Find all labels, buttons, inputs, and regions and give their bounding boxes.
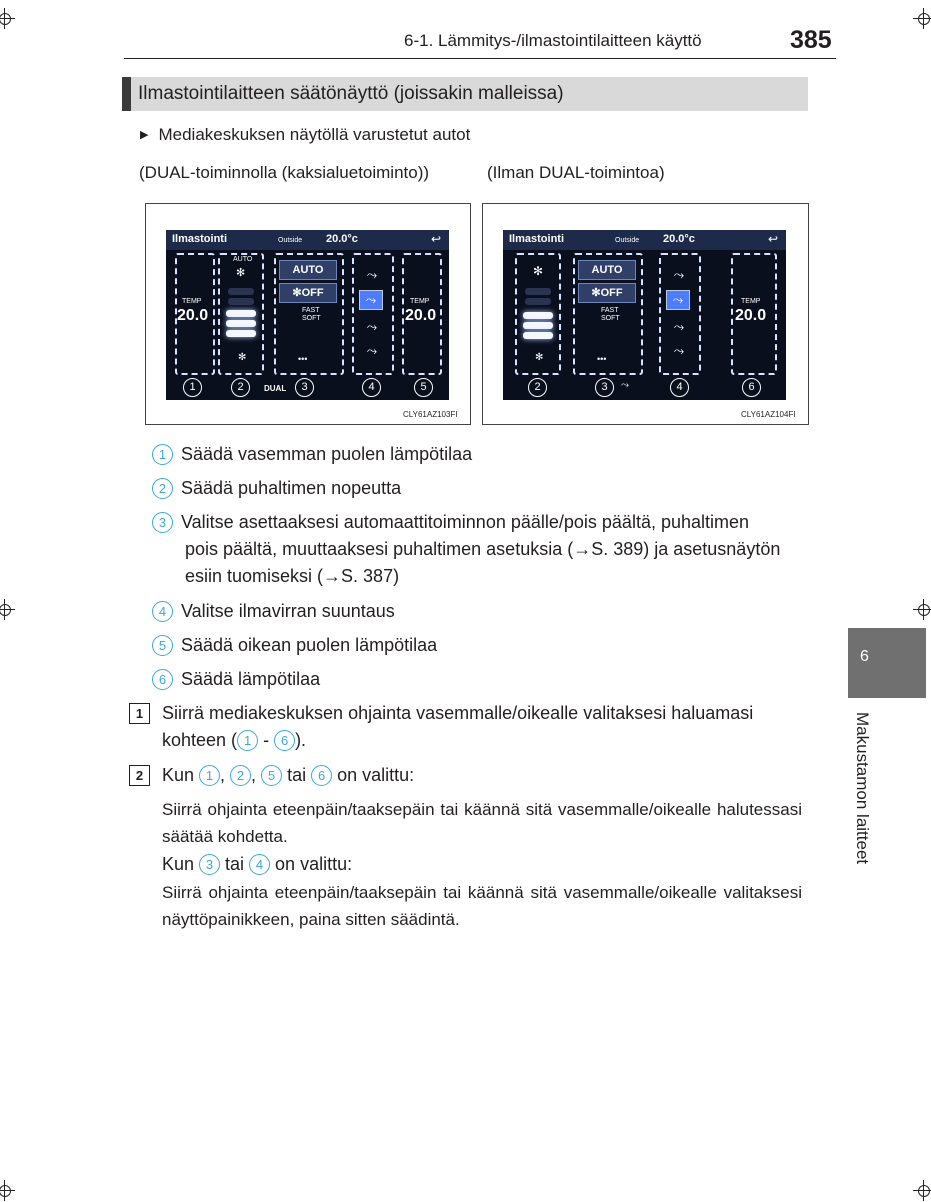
callout-5: 5	[414, 378, 433, 397]
bullet-item	[140, 125, 470, 145]
right-temp-value: 20.0	[405, 307, 437, 324]
fan-level-bar	[523, 332, 553, 339]
callout-4: 4	[362, 378, 381, 397]
circled-number: 2	[152, 478, 173, 499]
step-2-condition-2: Kun 3 tai 4 on valittu:	[162, 854, 353, 874]
temp-value: 20.0	[735, 307, 767, 324]
callout-1: 1	[183, 378, 202, 397]
circled-number: 2	[230, 765, 251, 786]
circled-number: 5	[152, 635, 173, 656]
callout-2: 2	[231, 378, 250, 397]
list-item-text: Säädä lämpötilaa	[181, 669, 321, 689]
fan-level-bar	[228, 298, 254, 305]
list-item	[152, 666, 320, 693]
list-item	[152, 632, 437, 659]
crop-mark	[913, 1180, 931, 1202]
outside-temp: 20.0°c	[663, 233, 695, 245]
crop-mark	[0, 1180, 16, 1202]
fan-icon: ✻	[533, 264, 544, 278]
step-1-line2: kohteen ( 1 - 6 ).	[162, 730, 307, 750]
fast-label: FAST	[601, 307, 619, 314]
circled-number: 1	[237, 730, 258, 751]
step-number: 1	[129, 703, 150, 724]
crop-mark	[0, 8, 16, 30]
bullet-text: Mediakeskuksen näytöllä varustetut autot	[158, 125, 471, 144]
fan-level-bar	[228, 288, 254, 295]
back-icon[interactable]: ↩	[767, 232, 778, 246]
fan-level-bar	[226, 310, 256, 317]
running-header-title: 6-1. Lämmitys-/ilmastointilaitteen käyttö	[404, 31, 702, 50]
list-item-text: Valitse ilmavirran suuntaus	[181, 601, 395, 621]
circled-number: 3	[152, 512, 173, 533]
circled-number: 4	[249, 854, 270, 875]
fan-level-bar	[523, 312, 553, 319]
chapter-side-title: Makustamon laitteet	[853, 712, 872, 865]
circled-number: 1	[199, 765, 220, 786]
temp-label: TEMP	[741, 298, 761, 305]
list-item-text: Valitse asettaaksesi automaattitoiminnon päälle/pois päältä, puhaltimen	[181, 512, 750, 532]
section-heading-marker	[122, 77, 131, 111]
outside-label: Outside	[278, 237, 303, 244]
airflow-face-feet-icon[interactable]: ⤳	[666, 290, 690, 310]
figure-code: CLY61AZ103FI	[403, 410, 458, 419]
fast-label: FAST	[302, 307, 320, 314]
figure-dual-screen	[145, 203, 471, 425]
airflow-face-icon[interactable]: ⤳	[366, 267, 378, 282]
climate-screen	[503, 230, 786, 400]
more-dots[interactable]: •••	[597, 354, 607, 364]
fan-small-icon: ✻	[238, 352, 247, 363]
crop-mark	[913, 8, 931, 30]
step-number: 2	[129, 765, 150, 786]
section-heading-bar	[122, 77, 808, 111]
auto-small-label: AUTO	[233, 256, 253, 263]
screen-title: Ilmastointi	[509, 233, 565, 245]
auto-button[interactable]: AUTO	[578, 260, 636, 280]
airflow-defrost-icon[interactable]: ⤳	[673, 343, 685, 358]
page-number: 385	[790, 26, 832, 54]
step-2-instruction-1: Siirrä ohjainta eteenpäin/taaksepäin tai käännä sitä vasemmalle/oikealle halutessasi säätää kohdetta.	[162, 800, 802, 846]
airflow-feet-icon[interactable]: ⤳	[673, 319, 685, 334]
left-temp-value: 20.0	[177, 307, 209, 324]
callout-4: 4	[670, 378, 689, 397]
step-2-condition: Kun 1 , 2 , 5 tai 6 on valittu:	[162, 765, 415, 785]
step-2-instruction-2: Siirrä ohjainta eteenpäin/taaksepäin tai käännä sitä vasemmalle/oikealle valitaksesi näyttöpainikkeen, paina sitten säädintä.	[162, 883, 802, 929]
circled-number: 6	[311, 765, 332, 786]
circled-number: 1	[152, 444, 173, 465]
crop-mark	[0, 599, 16, 621]
soft-label: SOFT	[601, 315, 620, 322]
list-item	[152, 475, 401, 502]
crop-mark	[913, 599, 931, 621]
more-dots[interactable]: •••	[298, 354, 308, 364]
dual-label[interactable]: DUAL	[264, 384, 287, 393]
airflow-feet-icon[interactable]: ⤳	[366, 319, 378, 334]
triangle-bullet-icon: ▶	[140, 129, 149, 141]
circled-number: 3	[199, 854, 220, 875]
auto-button[interactable]: AUTO	[279, 260, 337, 280]
list-item-text: Säädä puhaltimen nopeutta	[181, 478, 402, 498]
callout-2: 2	[528, 378, 547, 397]
fan-level-bar	[525, 298, 551, 305]
callout-3: 3	[595, 378, 614, 397]
callout-3: 3	[295, 378, 314, 397]
circled-number: 4	[152, 601, 173, 622]
circled-number: 6	[274, 730, 295, 751]
fan-level-bar	[226, 320, 256, 327]
outside-temp: 20.0°c	[326, 233, 358, 245]
list-item	[152, 441, 472, 468]
chapter-tab	[848, 628, 926, 698]
list-item	[152, 509, 802, 536]
fan-small-icon: ✻	[535, 352, 544, 363]
list-item-text: esiin tuomiseksi (→S. 387)	[185, 566, 400, 586]
circled-number: 5	[261, 765, 282, 786]
step-1-line1: Siirrä mediakeskuksen ohjainta vasemmalle/oikealle valitaksesi haluamasi	[162, 703, 754, 723]
outside-label: Outside	[615, 237, 640, 244]
screen-header	[166, 230, 449, 250]
list-item-text: Säädä vasemman puolen lämpötilaa	[181, 444, 473, 464]
figure-single-screen	[482, 203, 809, 425]
temp-label: TEMP	[410, 298, 430, 305]
climate-screen	[166, 230, 449, 400]
list-item-text: Säädä oikean puolen lämpötilaa	[181, 635, 438, 655]
list-item	[152, 598, 395, 625]
airflow-face-icon[interactable]: ⤳	[673, 267, 685, 282]
temp-label: TEMP	[182, 298, 202, 305]
screen-header	[503, 230, 786, 250]
fan-level-bar	[226, 330, 256, 337]
soft-label: SOFT	[302, 315, 321, 322]
callout-6: 6	[742, 378, 761, 397]
screen-title: Ilmastointi	[172, 233, 228, 245]
list-item-text: pois päältä, muuttaaksesi puhaltimen asetuksia (→S. 389) ja asetusnäytön	[185, 539, 781, 559]
fan-off-button[interactable]: ✻OFF	[279, 283, 337, 303]
fan-level-bar	[523, 322, 553, 329]
circled-number: 6	[152, 669, 173, 690]
fan-off-button[interactable]: ✻OFF	[578, 283, 636, 303]
figure-code: CLY61AZ104FI	[741, 410, 796, 419]
recirculation-icon[interactable]: ⤳	[621, 380, 629, 391]
back-icon[interactable]: ↩	[430, 232, 441, 246]
fan-level-bar	[525, 288, 551, 295]
chapter-number: 6	[860, 648, 869, 665]
airflow-face-feet-icon[interactable]: ⤳	[359, 290, 383, 310]
subtitle-dual: (DUAL-toiminnolla (kaksialuetoiminto))	[139, 163, 430, 182]
fan-icon: ✻	[236, 267, 246, 279]
airflow-defrost-icon[interactable]: ⤳	[366, 343, 378, 358]
subtitle-no-dual: (Ilman DUAL-toimintoa)	[487, 163, 665, 182]
section-heading: Ilmastointilaitteen säätönäyttö (joissakin malleissa)	[138, 83, 564, 104]
header-rule	[124, 58, 836, 59]
